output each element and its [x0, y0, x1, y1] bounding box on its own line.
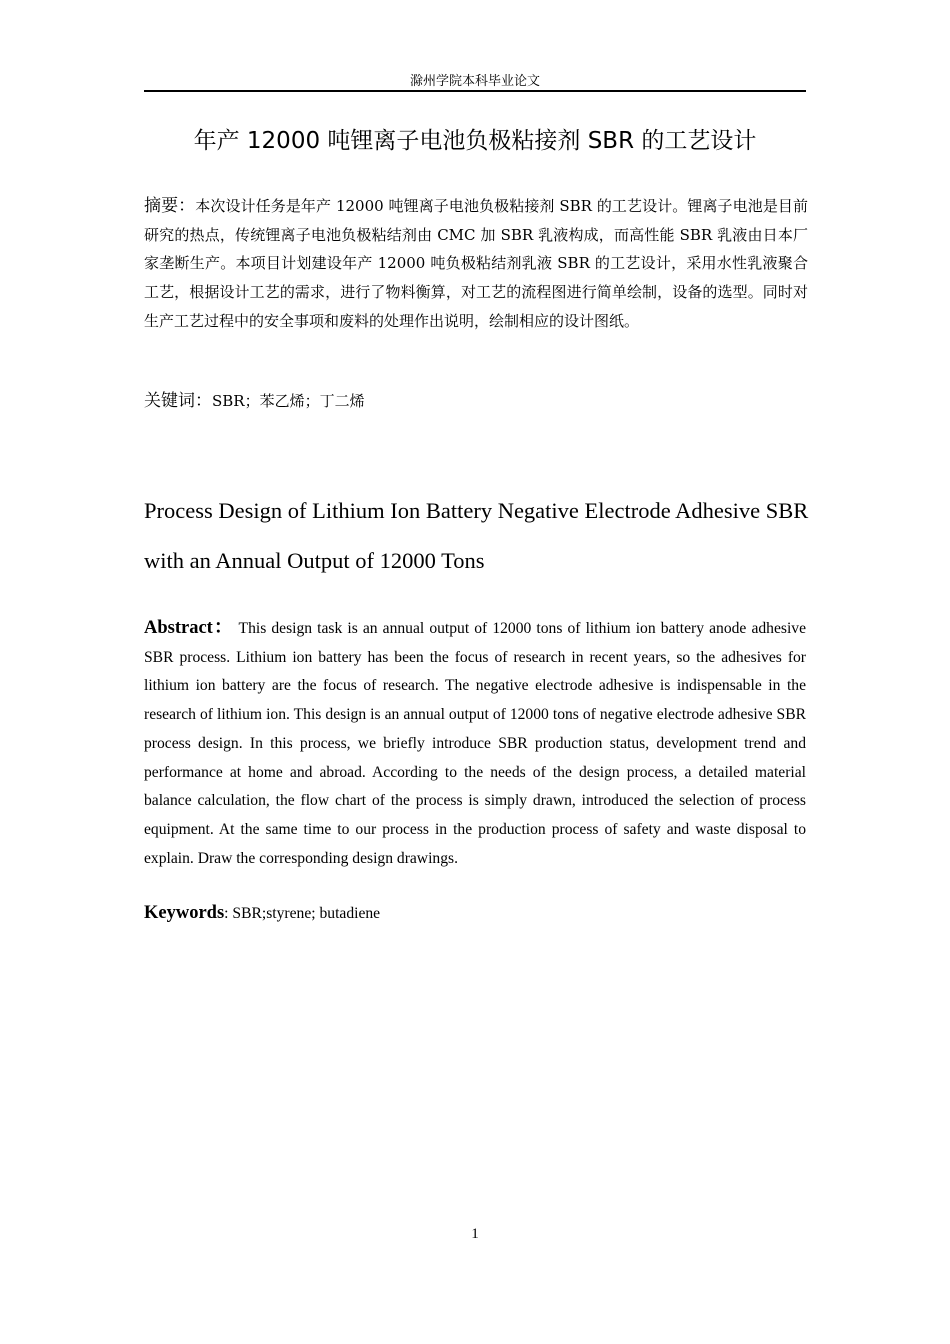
chinese-abstract	[144, 192, 808, 336]
header-rule	[144, 90, 806, 92]
page-number: 1	[471, 1226, 479, 1242]
chinese-keywords-label: 关键词：	[144, 391, 212, 411]
english-abstract-label: Abstract：	[144, 618, 234, 638]
chinese-abstract-text: 本次设计任务是年产 12000 吨锂离子电池负极粘接剂 SBR 的工艺设计。锂离子电池是目前研究的热点，传统锂离子电池负极粘结剂由 CMC 加 SBR 乳液构成，而高性能 SBR 乳液由日本厂家垄断生产。本项目计划建设年产 12000 吨负极粘结剂乳液 SBR 的工艺设计，采用水性乳液聚合工艺，根据设计工艺的需求，进行了物料衡算，对工艺的流程图进行简单绘制，设备的选型。同时对生产工艺过程中的安全事项和废料的处理作出说明，绘制相应的设计图纸。	[144, 197, 809, 330]
english-abstract	[144, 614, 806, 873]
english-keywords-text: : SBR;styrene; butadiene	[224, 905, 381, 922]
english-keywords-label: Keywords	[144, 903, 225, 923]
chinese-keywords	[144, 388, 808, 414]
english-title: Process Design of Lithium Ion Battery Negative Electrode Adhesive SBR with an Annual Output of 12000 Tons	[144, 498, 809, 573]
chinese-keywords-text: SBR；苯乙烯；丁二烯	[212, 392, 365, 410]
english-abstract-text: This design task is an annual output of 12000 tons of lithium ion battery anode adhesive SBR process. Lithium ion battery has been the focus of research in recent years, so the adhesives for lithium ion battery are the focus of research. The negative electrode adhesive is indispensable in the research of lithium ion. This design is an annual output of 12000 tons of negative electrode adhesive SBR process design. In this process, we briefly introduce SBR production status, development trend and performance at home and abroad. According to the needs of the design process, a detailed material balance calculation, the flow chart of the process is simply drawn, introduced the selection of process equipment. At the same time to our process in the production process of safety and waste disposal to explain. Draw the corresponding design drawings.	[144, 620, 806, 867]
chinese-title: 年产 12000 吨锂离子电池负极粘接剂 SBR 的工艺设计	[193, 128, 757, 154]
chinese-abstract-label: 摘要：	[144, 196, 196, 216]
english-keywords	[144, 899, 806, 928]
running-header: 滁州学院本科毕业论文	[409, 74, 540, 89]
